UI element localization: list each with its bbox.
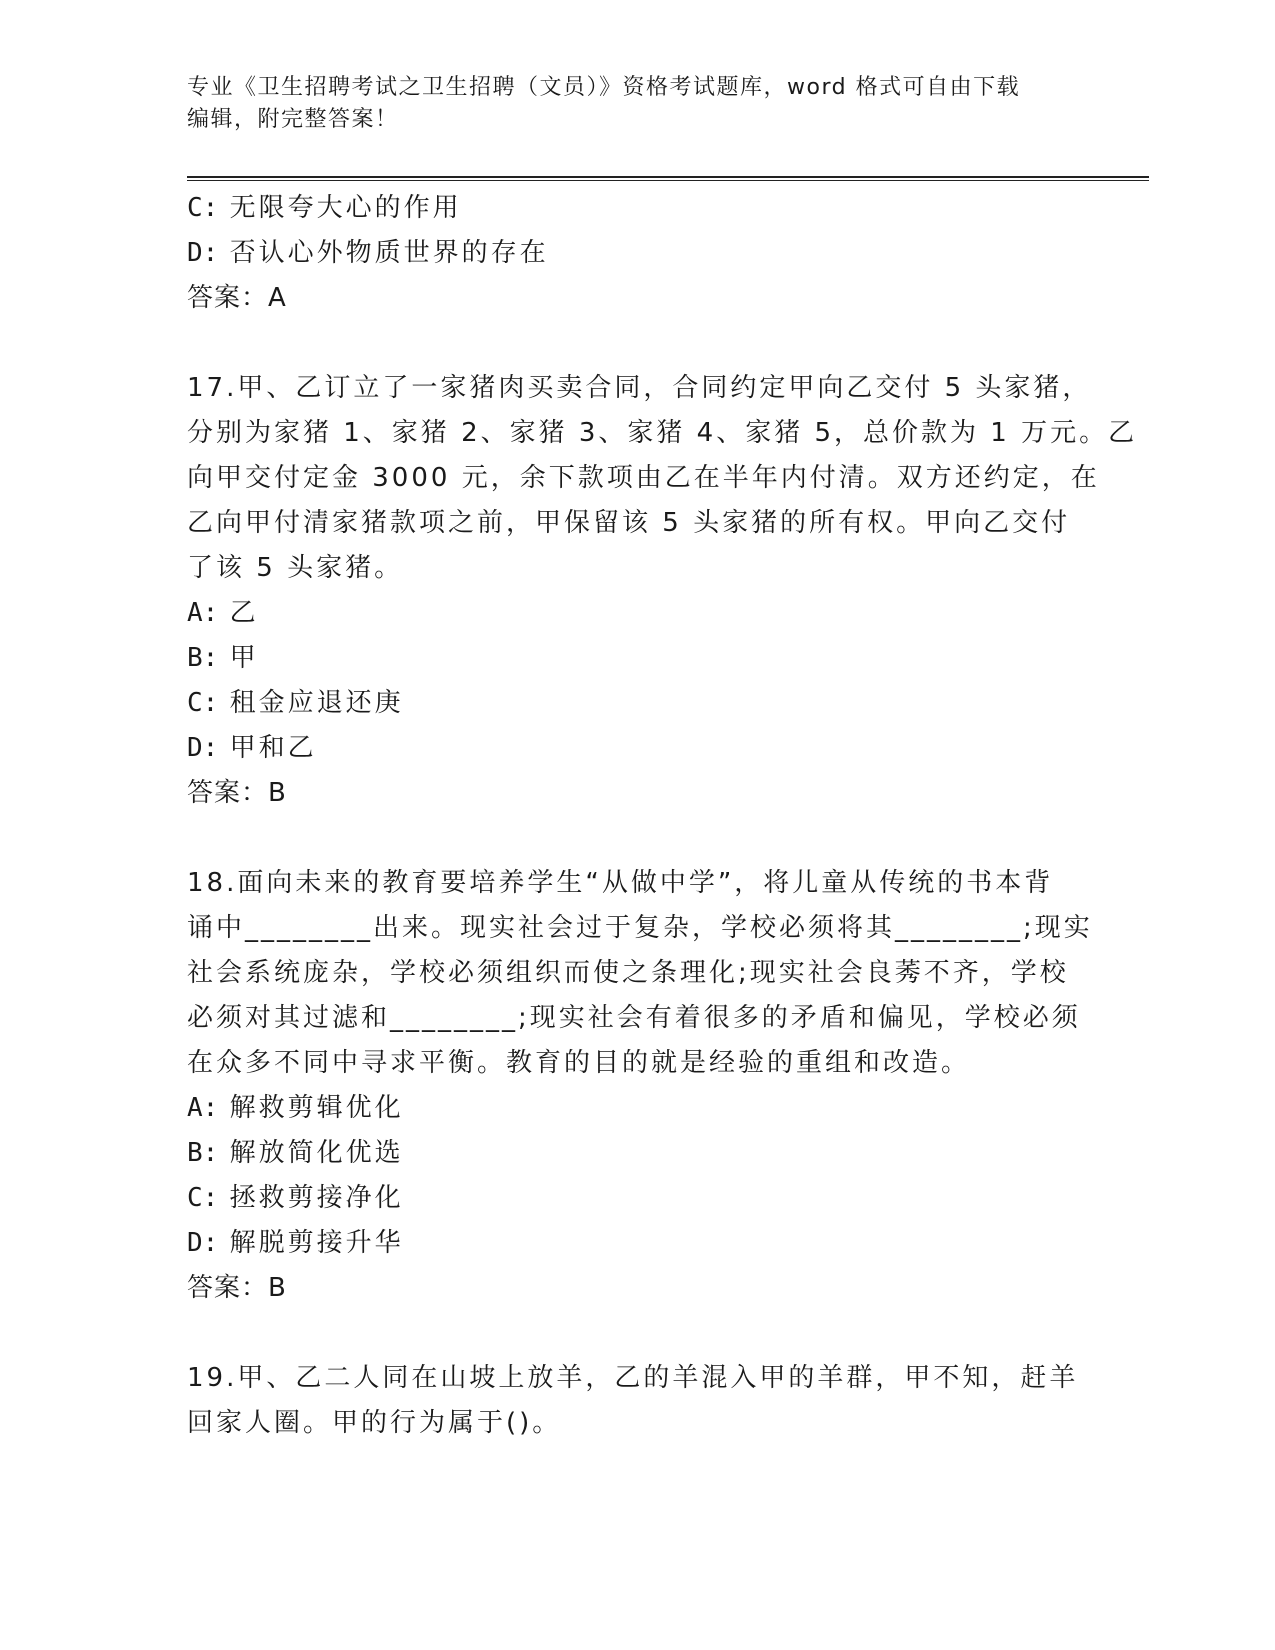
spacer	[187, 1311, 1087, 1356]
spacer	[187, 321, 1087, 366]
option-text: 租金应退还庚	[229, 688, 404, 718]
header-rule	[187, 176, 1149, 181]
question-text-line: 乙向甲付清家猪款项之前，甲保留该 5 头家猪的所有权。甲向乙交付	[187, 508, 1071, 538]
option-d	[187, 231, 1087, 276]
option-label: A:	[187, 598, 219, 628]
option-text: 解放简化优选	[229, 1138, 404, 1168]
option-text: 乙	[229, 598, 259, 628]
header-line-2: 编辑，附完整答案！	[187, 107, 399, 132]
option-label: D:	[187, 1228, 219, 1258]
option-label: B:	[187, 643, 219, 673]
question-19	[187, 1356, 1087, 1446]
question-17	[187, 366, 1138, 816]
option-text: 拯救剪接净化	[229, 1183, 404, 1213]
answer-line: 答案：B	[187, 1273, 287, 1303]
prev-question	[187, 186, 1087, 321]
option-text: 无限夸大心的作用	[229, 193, 462, 223]
option-d	[187, 1221, 1087, 1266]
option-text: 解脱剪接升华	[229, 1228, 404, 1258]
option-b	[187, 1131, 1087, 1176]
header-line-1: 专业《卫生招聘考试之卫生招聘（文员）》资格考试题库，word 格式可自由下载	[187, 75, 1021, 100]
question-text-line: 回家人圈。甲的行为属于()。	[187, 1408, 562, 1438]
question-text-line: 必须对其过滤和________;现实社会有着很多的矛盾和偏见，学校必须	[187, 1003, 1081, 1033]
question-text-line: 了该 5 头家猪。	[187, 553, 404, 583]
option-label: D:	[187, 733, 219, 763]
question-text-line: 向甲交付定金 3000 元，余下款项由乙在半年内付清。双方还约定，在	[187, 463, 1100, 493]
question-text-line: 17.甲、乙订立了一家猪肉买卖合同，合同约定甲向乙交付 5 头家猪，	[187, 373, 1092, 403]
answer-line: 答案：A	[187, 283, 287, 313]
option-c	[187, 186, 1087, 231]
question-text-line: 社会系统庞杂，学校必须组织而使之条理化;现实社会良莠不齐，学校	[187, 958, 1069, 988]
question-text-line: 19.甲、乙二人同在山坡上放羊，乙的羊混入甲的羊群，甲不知，赶羊	[187, 1363, 1079, 1393]
option-c	[187, 681, 1087, 726]
spacer	[187, 816, 1087, 861]
option-c	[187, 1176, 1087, 1221]
option-text: 甲	[229, 643, 259, 673]
question-18	[187, 861, 1093, 1311]
option-text: 解救剪辑优化	[229, 1093, 404, 1123]
question-text-line: 分别为家猪 1、家猪 2、家猪 3、家猪 4、家猪 5，总价款为 1 万元。乙	[187, 418, 1138, 448]
option-label: A:	[187, 1093, 219, 1123]
answer-line: 答案：B	[187, 778, 287, 808]
question-text-line: 在众多不同中寻求平衡。教育的目的就是经验的重组和改造。	[187, 1048, 971, 1078]
option-label: C:	[187, 688, 219, 718]
option-d	[187, 726, 1087, 771]
option-label: C:	[187, 193, 219, 223]
question-content	[187, 186, 1138, 1446]
option-label: C:	[187, 1183, 219, 1213]
option-b	[187, 636, 1087, 681]
question-text-line: 诵中________出来。现实社会过于复杂，学校必须将其________;现实	[187, 913, 1093, 943]
option-text: 甲和乙	[229, 733, 317, 763]
option-a	[187, 1086, 1087, 1131]
page-header	[187, 72, 1087, 136]
option-text: 否认心外物质世界的存在	[229, 238, 549, 268]
option-a	[187, 591, 1087, 636]
question-text-line: 18.面向未来的教育要培养学生“从做中学”，将儿童从传统的书本背	[187, 868, 1054, 898]
option-label: D:	[187, 238, 219, 268]
option-label: B:	[187, 1138, 219, 1168]
